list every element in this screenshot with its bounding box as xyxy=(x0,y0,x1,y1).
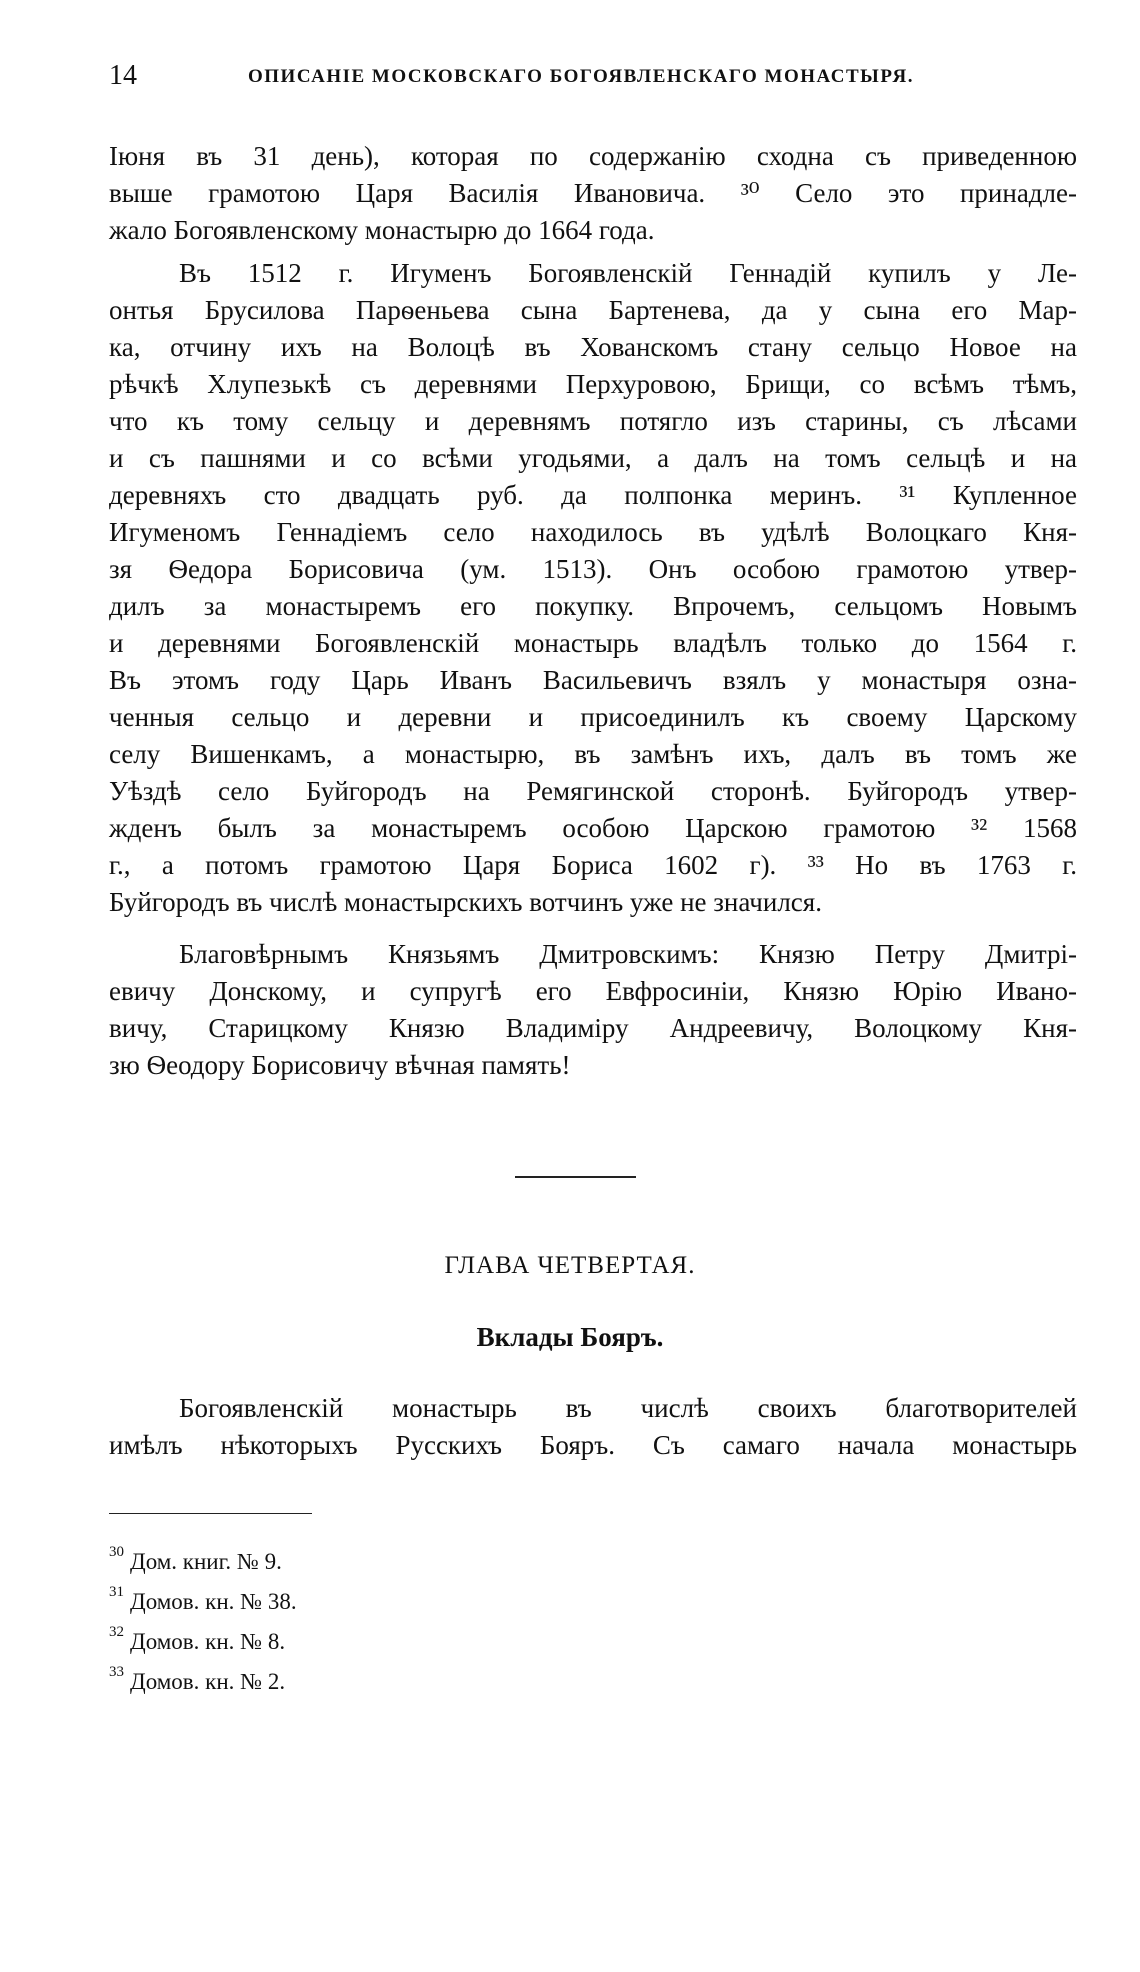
text-line: Игуменомъ Геннадіемъ село находилось въ удѣлѣ Волоцкаго Кня- xyxy=(109,517,1077,547)
text-line: Уѣздѣ село Буйгородъ на Ремягинской сторонѣ. Буйгородъ утвер- xyxy=(109,776,1077,806)
footnotes xyxy=(109,1542,1077,1702)
text-line: Благовѣрнымъ Князьямъ Дмитровскимъ: Князю Петру Дмитрі- xyxy=(179,939,1077,969)
footnote xyxy=(109,1582,1077,1622)
running-header xyxy=(109,60,1077,96)
text-line: имѣлъ нѣкоторыхъ Русскихъ Бояръ. Съ самаго начала монастырь xyxy=(109,1430,1077,1460)
paragraph-3 xyxy=(109,936,1077,1084)
text-line: ка, отчину ихъ на Волоцѣ въ Хованскомъ стану сельцо Новое на xyxy=(109,332,1077,362)
running-title: ОПИСАНІЕ МОСКОВСКАГО БОГОЯВЛЕНСКАГО МОНАСТЫРЯ. xyxy=(248,66,914,87)
paragraph-1 xyxy=(109,138,1077,249)
footnote-rule xyxy=(109,1513,312,1514)
text-line: и деревнями Богоявленскій монастырь владѣлъ только до 1564 г. xyxy=(109,628,1077,658)
text-line: зю Ѳеодору Борисовичу вѣчная память! xyxy=(109,1050,571,1080)
text-line: онтья Брусилова Парѳеньева сына Бартенева, да у сына его Мар- xyxy=(109,295,1077,325)
text-line: ченныя сельцо и деревни и присоединилъ къ своему Царскому xyxy=(109,702,1077,732)
text-line: и съ пашнями и со всѣми угодьями, а далъ на томъ сельцѣ и на xyxy=(109,443,1077,473)
chapter-subtitle: Вклады Бояръ. xyxy=(476,1322,664,1352)
chapter-title: ГЛАВА ЧЕТВЕРТАЯ. xyxy=(444,1252,696,1279)
footnote xyxy=(109,1622,1077,1662)
footnote-number: 33 xyxy=(109,1664,124,1680)
footnote-number: 32 xyxy=(109,1624,124,1640)
text-line: жало Богоявленскому монастырю до 1664 года. xyxy=(109,215,655,245)
footnote-text: Домов. кн. № 8. xyxy=(130,1629,286,1654)
footnote xyxy=(109,1542,1077,1582)
text-line: евичу Донскому, и супругѣ его Евфросиніи, Князю Юрію Ивано- xyxy=(109,976,1077,1006)
text-line: Богоявленскій монастырь въ числѣ своихъ благотворителей xyxy=(179,1393,1077,1423)
footnote-text: Домов. кн. № 2. xyxy=(130,1669,286,1694)
text-line: что къ тому сельцу и деревнямъ потягло изъ старины, съ лѣсами xyxy=(109,406,1077,436)
page-number: 14 xyxy=(109,60,137,91)
text-line: селу Вишенкамъ, а монастырю, въ замѣнъ ихъ, далъ въ томъ же xyxy=(109,739,1077,769)
text-line: Въ 1512 г. Игуменъ Богоявленскій Геннадій купилъ у Ле- xyxy=(179,258,1077,288)
footnote-number: 31 xyxy=(109,1584,124,1600)
text-line: Въ этомъ году Царь Иванъ Васильевичъ взялъ у монастыря озна- xyxy=(109,665,1077,695)
text-line: жденъ былъ за монастыремъ особою Царскою грамотою ³² 1568 xyxy=(109,813,1077,843)
footnote-text: Дом. книг. № 9. xyxy=(130,1549,282,1574)
footnote xyxy=(109,1662,1077,1702)
text-line: дилъ за монастыремъ его покупку. Впрочемъ, сельцомъ Новымъ xyxy=(109,591,1077,621)
footnote-text: Домов. кн. № 38. xyxy=(130,1589,297,1614)
text-line: рѣчкѣ Хлупезькѣ съ деревнями Перхуровою, Брищи, со всѣмъ тѣмъ, xyxy=(109,369,1077,399)
text-line: выше грамотою Царя Василія Ивановича. ³⁰ Село это принадле- xyxy=(109,178,1077,208)
chapter-paragraph xyxy=(109,1390,1077,1464)
paragraph-2 xyxy=(109,255,1077,921)
text-line: вичу, Старицкому Князю Владиміру Андреевичу, Волоцкому Кня- xyxy=(109,1013,1077,1043)
text-line: г., а потомъ грамотою Царя Бориса 1602 г). ³³ Но въ 1763 г. xyxy=(109,850,1077,880)
section-divider xyxy=(515,1176,636,1178)
text-line: Буйгородъ въ числѣ монастырскихъ вотчинъ уже не значился. xyxy=(109,887,822,917)
text-line: Іюня въ 31 день), которая по содержанію сходна съ приведенною xyxy=(109,141,1077,171)
footnote-number: 30 xyxy=(109,1544,124,1560)
text-line: деревняхъ сто двадцать руб. да полпонка меринъ. ³¹ Купленное xyxy=(109,480,1077,510)
text-line: зя Ѳедора Борисовича (ум. 1513). Онъ особою грамотою утвер- xyxy=(109,554,1077,584)
